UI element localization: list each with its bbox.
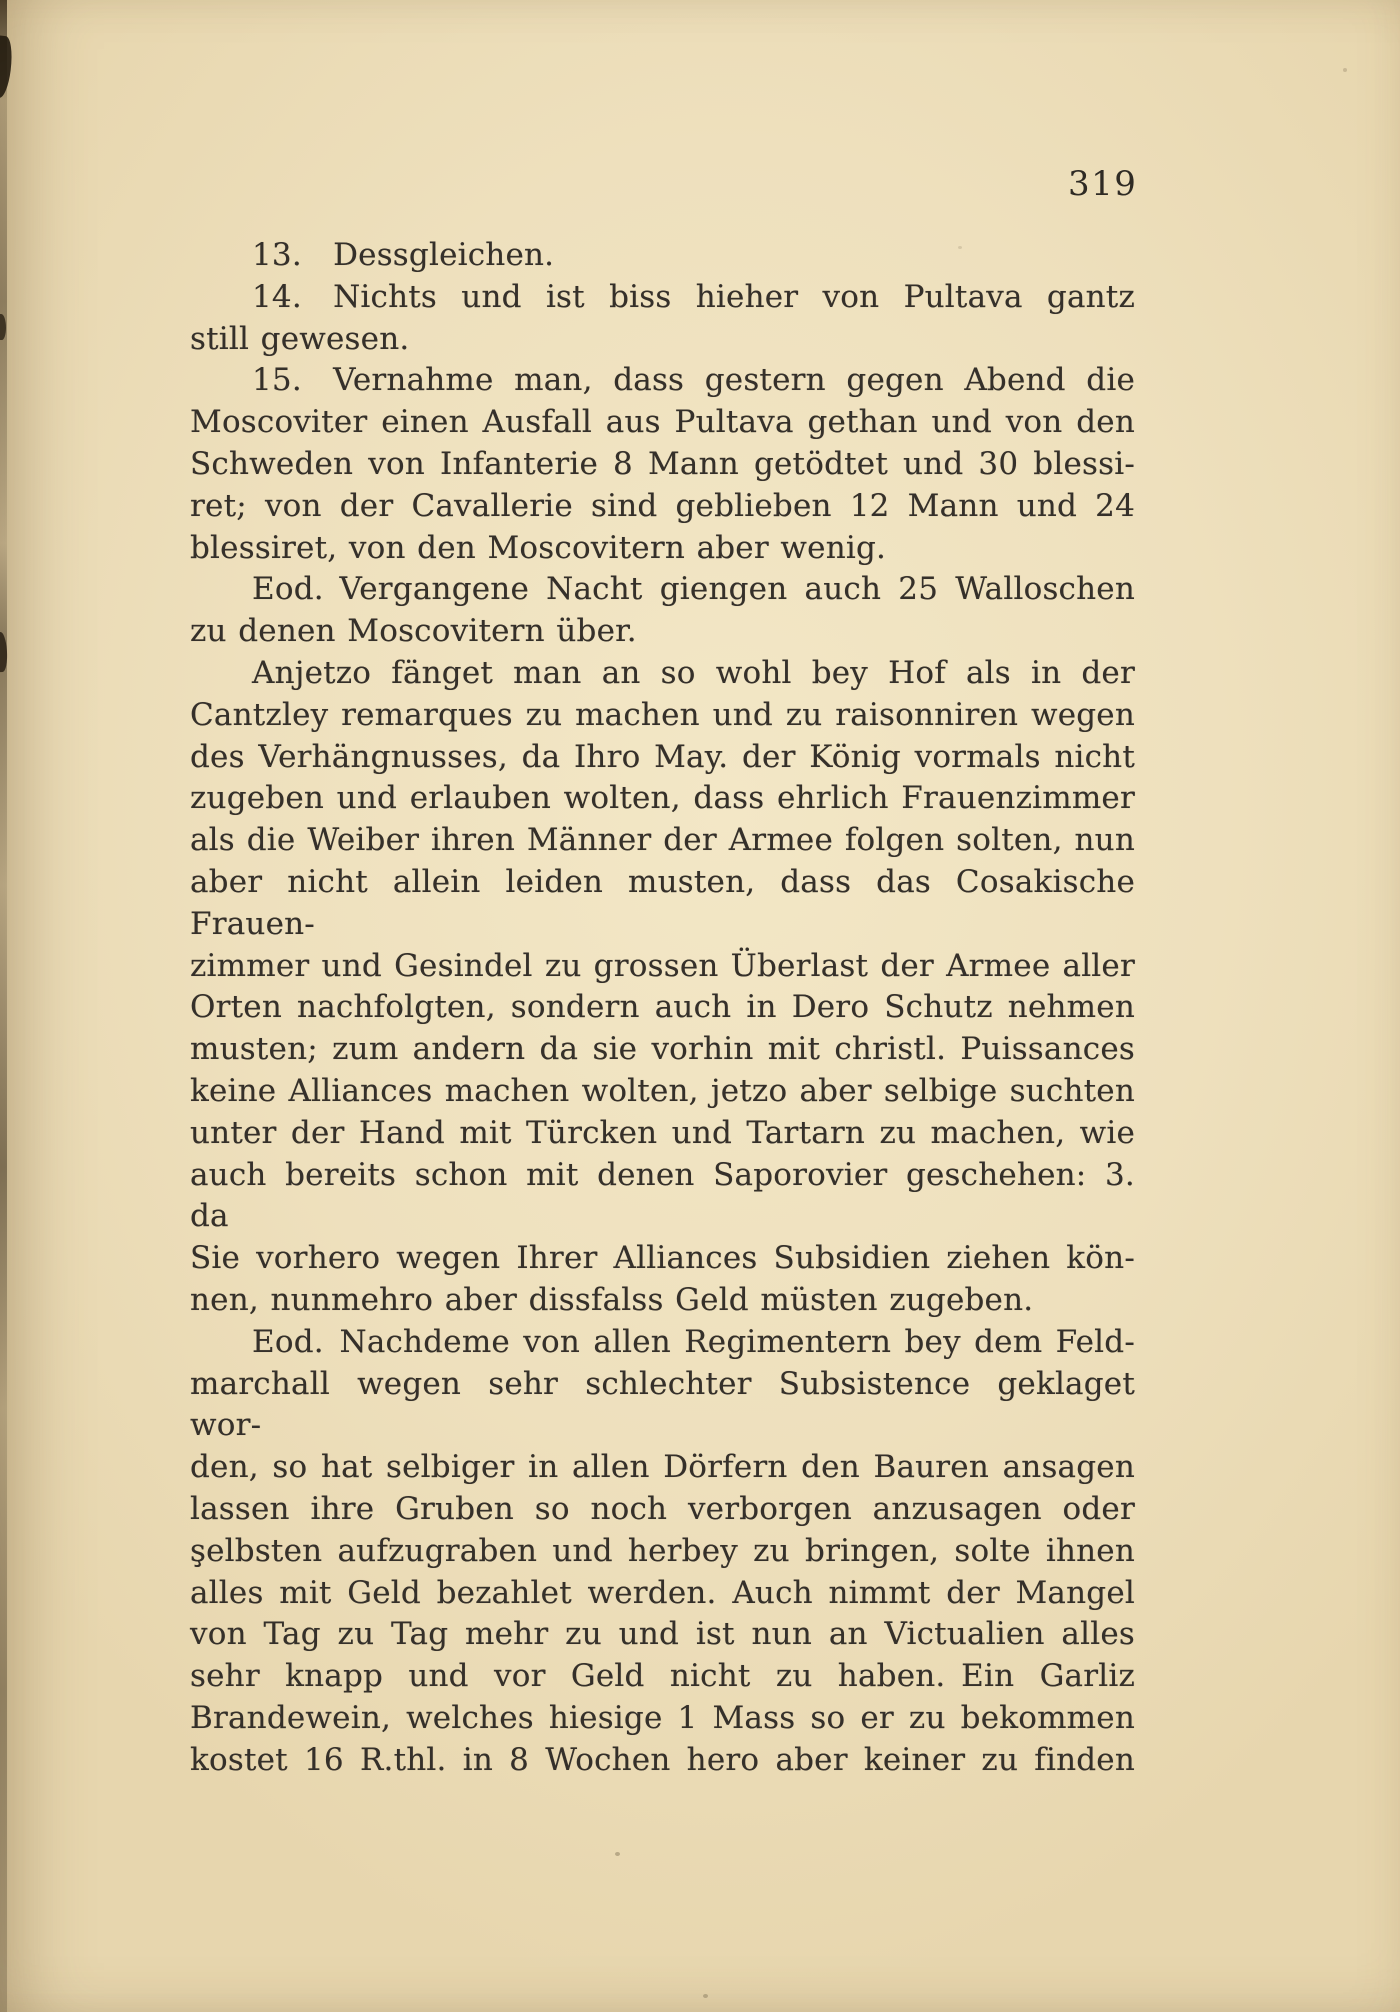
- text-line: keine Alliances machen wolten, jetzo aber selbige suchten: [190, 1072, 1135, 1109]
- text-line: still gewesen.: [190, 320, 410, 357]
- scan-edge-mark: [0, 632, 8, 673]
- paper-speck: [1343, 68, 1347, 72]
- scan-binding-edge: [0, 0, 7, 2012]
- page-number: 319: [1068, 164, 1138, 204]
- text-line: als die Weiber ihren Männer der Armee folgen solten, nun: [190, 822, 1135, 859]
- text-line: Moscoviter einen Ausfall aus Pultava gethan und von den: [190, 404, 1135, 441]
- text-line: Eod. Nachdeme von allen Regimentern bey dem Feld-: [252, 1323, 1135, 1360]
- paper-speck: [615, 1852, 620, 1856]
- text-line: von Tag zu Tag mehr zu und ist nun an Victualien alles: [190, 1616, 1135, 1653]
- text-line: Anjetzo fänget man an so wohl bey Hof als in der: [252, 654, 1135, 691]
- text-line: zu denen Moscovitern über.: [190, 613, 637, 650]
- text-line: des Verhängnusses, da Ihro May. der König vormals nicht: [190, 738, 1135, 775]
- text-line: nen, nunmehro aber dissfalss Geld müsten zugeben.: [190, 1281, 1034, 1318]
- text-line: Schweden von Infanterie 8 Mann getödtet und 30 blessi-: [190, 445, 1135, 482]
- text-line: alles mit Geld bezahlet werden. Auch nimmt der Mangel: [190, 1574, 1135, 1611]
- text-line: Orten nachfolgten, sondern auch in Dero Schutz nehmen: [190, 989, 1135, 1026]
- text-line: blessiret, von den Moscovitern aber wenig.: [190, 529, 887, 566]
- text-line: den, so hat selbiger in allen Dörfern den Bauren ansagen: [190, 1449, 1135, 1486]
- text-line: zugeben und erlauben wolten, dass ehrlich Frauenzimmer: [190, 780, 1135, 817]
- text-line: lassen ihre Gruben so noch verborgen anzusagen oder: [190, 1490, 1135, 1527]
- text-line: Eod. Vergangene Nacht giengen auch 25 Walloschen: [252, 571, 1135, 608]
- text-line: kostet 16 R.thl. in 8 Wochen hero aber keiner zu finden: [190, 1741, 1135, 1778]
- scan-edge-mark: [0, 35, 15, 99]
- paper-speck: [703, 1994, 708, 1998]
- text-line: şelbsten aufzugraben und herbey zu bringen, solte ihnen: [190, 1532, 1135, 1569]
- text-line: 14. Nichts und ist biss hieher von Pultava gantz: [252, 278, 1135, 315]
- text-line: unter der Hand mit Türcken und Tartarn zu machen, wie: [190, 1114, 1135, 1151]
- text-line: ret; von der Cavallerie sind geblieben 12 Mann und 24: [190, 487, 1135, 524]
- body-text: [190, 235, 1135, 1781]
- text-line: 13. Dessgleichen.: [252, 237, 555, 273]
- text-line: Brandewein, welches hiesige 1 Mass so er zu bekommen: [190, 1699, 1135, 1736]
- text-line: musten; zum andern da sie vorhin mit christl. Puissances: [190, 1031, 1135, 1068]
- text-line: Cantzley remarques zu machen und zu raisonniren wegen: [190, 696, 1135, 733]
- text-line: 15. Vernahme man, dass gestern gegen Abend die: [252, 362, 1135, 399]
- text-line: marchall wegen sehr schlechter Subsistence geklaget wor-: [190, 1365, 1135, 1444]
- text-line: Sie vorhero wegen Ihrer Alliances Subsidien ziehen kön-: [190, 1240, 1135, 1277]
- text-line: auch bereits schon mit denen Saporovier geschehen: 3. da: [190, 1156, 1135, 1235]
- text-line: zimmer und Gesindel zu grossen Überlast der Armee aller: [190, 947, 1135, 984]
- text-line: aber nicht allein leiden musten, dass das Cosakische Frauen-: [190, 863, 1135, 942]
- text-line: sehr knapp und vor Geld nicht zu haben. Ein Garliz: [190, 1658, 1135, 1695]
